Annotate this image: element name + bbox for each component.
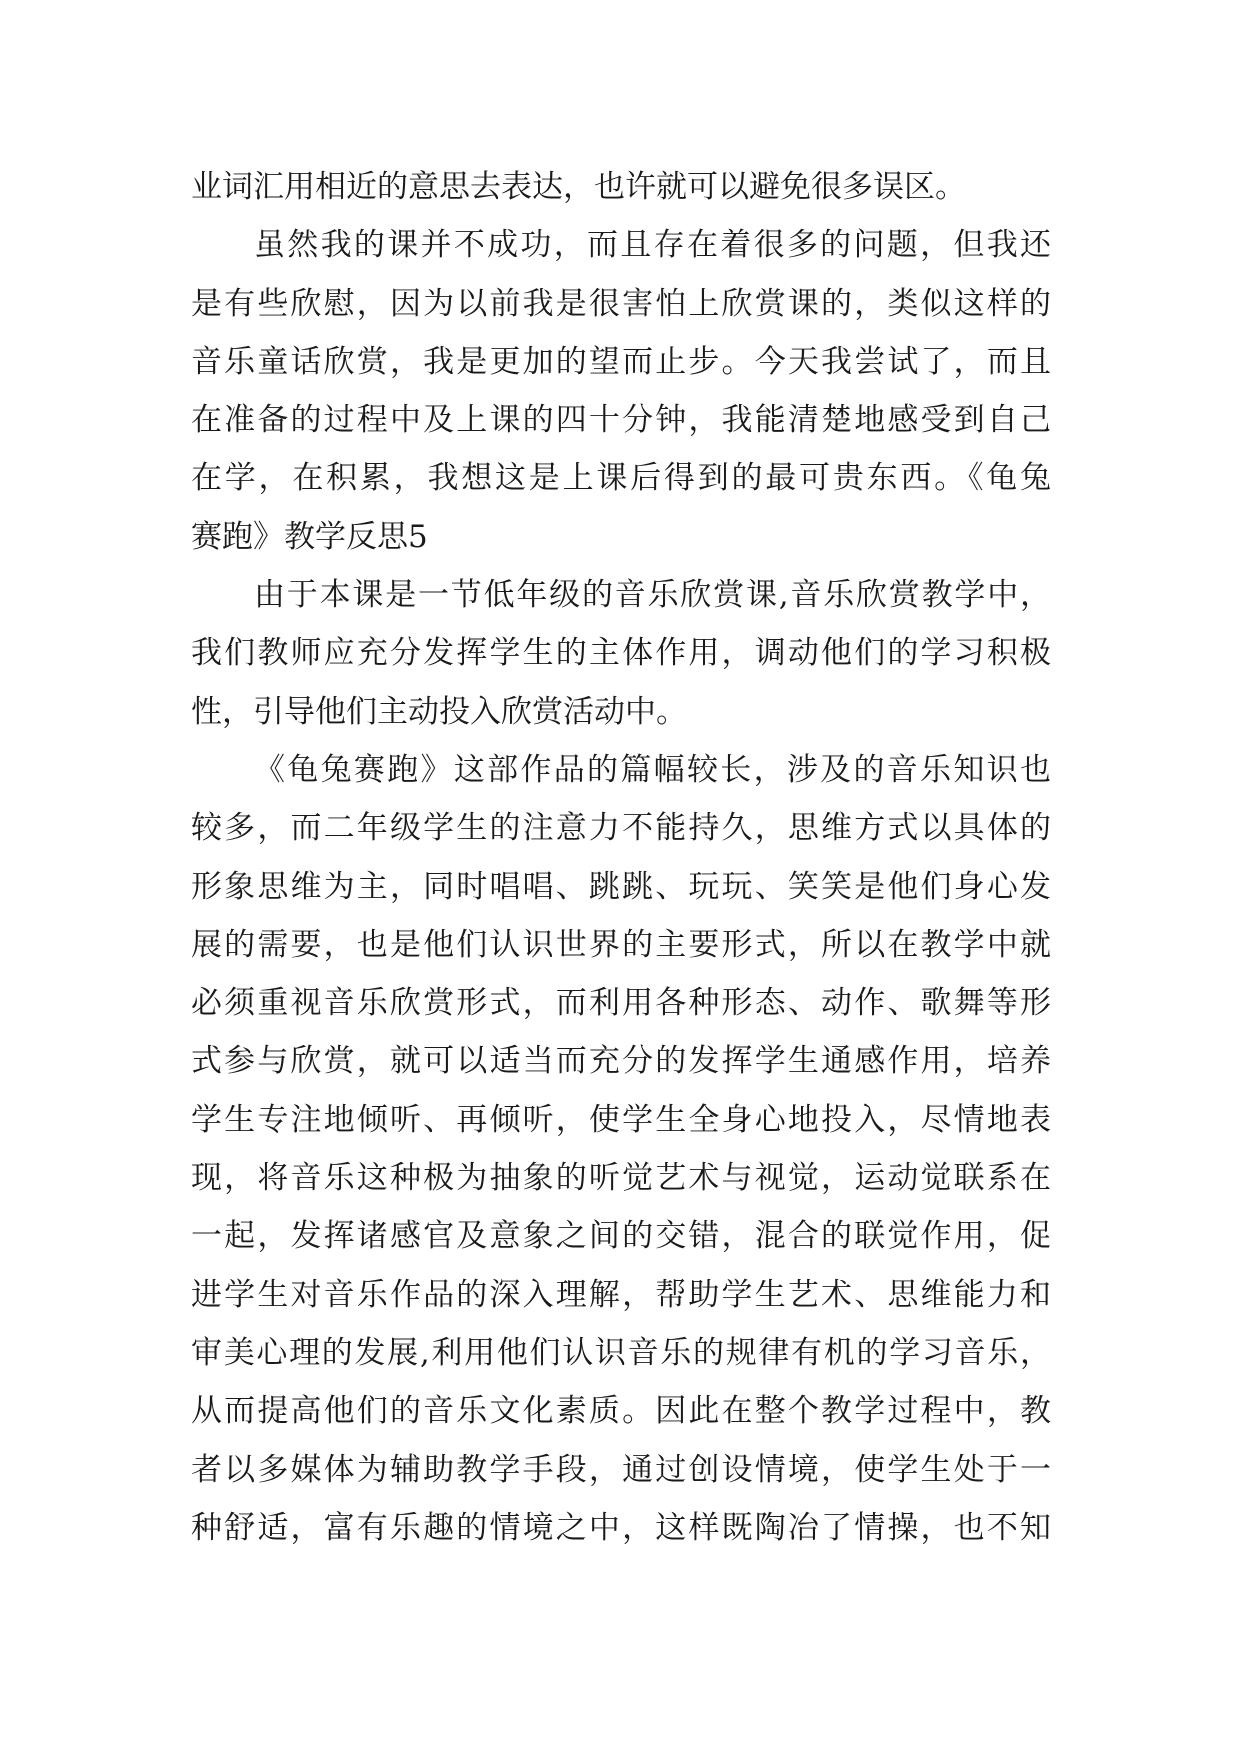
text-line: 性，引导他们主动投入欣赏活动中。 (191, 693, 687, 730)
text-line: 由于本课是一节低年级的音乐欣赏课,音乐欣赏教学中， (254, 577, 1051, 614)
text-line: 在准备的过程中及上课的四十分钟，我能清楚地感受到自己 (191, 402, 1051, 439)
text-line: 审美心理的发展,利用他们认识音乐的规律有机的学习音乐， (191, 1334, 1051, 1371)
text-line: 式参与欣赏，就可以适当而充分的发挥学生通感作用，培养 (191, 1043, 1051, 1080)
text-line: 一起，发挥诸感官及意象之间的交错，混合的联觉作用，促 (191, 1218, 1051, 1255)
text-line: 种舒适，富有乐趣的情境之中，这样既陶冶了情操，也不知 (191, 1509, 1051, 1546)
text-line: 在学，在积累，我想这是上课后得到的最可贵东西。《龟兔 (191, 460, 1051, 497)
text-line: 形象思维为主，同时唱唱、跳跳、玩玩、笑笑是他们身心发 (191, 868, 1051, 905)
text-line: 较多，而二年级学生的注意力不能持久，思维方式以具体的 (191, 810, 1051, 847)
text-line: 赛跑》教学反思5 (191, 518, 428, 555)
text-line: 虽然我的课并不成功，而且存在着很多的问题，但我还 (254, 227, 1051, 264)
text-line: 进学生对音乐作品的深入理解，帮助学生艺术、思维能力和 (191, 1276, 1051, 1313)
text-line: 音乐童话欣赏，我是更加的望而止步。今天我尝试了，而且 (191, 343, 1051, 380)
text-line: 者以多媒体为辅助教学手段，通过创设情境，使学生处于一 (191, 1451, 1051, 1488)
text-line: 我们教师应充分发挥学生的主体作用，调动他们的学习积极 (191, 635, 1051, 672)
text-line: 是有些欣慰，因为以前我是很害怕上欣赏课的，类似这样的 (191, 285, 1051, 322)
document-body (191, 158, 1051, 1557)
text-line: 展的需要，也是他们认识世界的主要形式，所以在教学中就 (191, 926, 1051, 963)
text-line: 《龟兔赛跑》这部作品的篇幅较长，涉及的音乐知识也 (254, 751, 1051, 788)
text-line: 学生专注地倾听、再倾听，使学生全身心地投入，尽情地表 (191, 1101, 1051, 1138)
text-line: 现，将音乐这种极为抽象的听觉艺术与视觉，运动觉联系在 (191, 1160, 1051, 1197)
text-line: 必须重视音乐欣赏形式，而利用各种形态、动作、歌舞等形 (191, 985, 1051, 1022)
text-line: 业词汇用相近的意思去表达，也许就可以避免很多误区。 (191, 169, 966, 205)
text-line: 从而提高他们的音乐文化素质。因此在整个教学过程中，教 (191, 1393, 1051, 1430)
